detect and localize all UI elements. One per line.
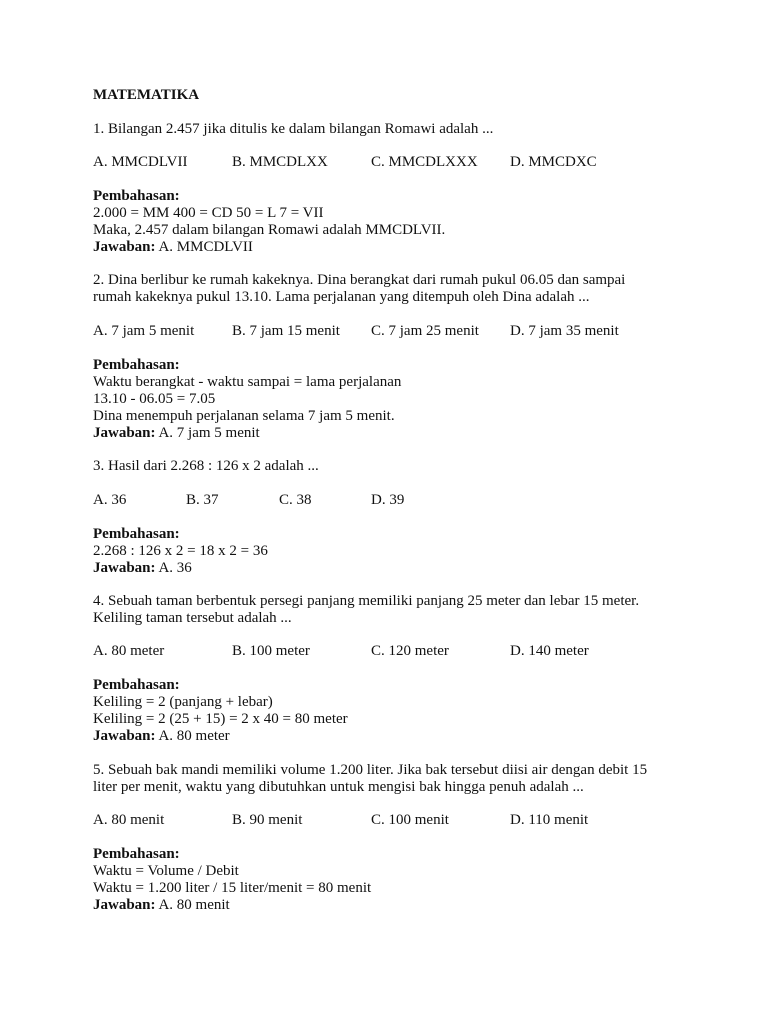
answer-value: A. 80 menit [158,897,230,913]
jawaban-label: Jawaban: [93,425,156,441]
explanation-line: Dina menempuh perjalanan selama 7 jam 5 menit. [93,408,395,424]
explanation-line: Waktu = 1.200 liter / 15 liter/menit = 80 menit [93,880,372,896]
question-2-explanation [93,357,693,442]
pembahasan-label: Pembahasan: [93,846,180,862]
explanation-line: Waktu = Volume / Debit [93,863,239,879]
option-d: D. MMCDXC [510,154,597,170]
jawaban-label: Jawaban: [93,239,156,255]
question-line: 1. Bilangan 2.457 jika ditulis ke dalam bilangan Romawi adalah ... [93,121,494,137]
question-5-text [93,762,693,796]
option-b: B. MMCDLXX [232,154,328,170]
question-5-options [93,812,693,829]
jawaban-label: Jawaban: [93,897,156,913]
pembahasan-label: Pembahasan: [93,357,180,373]
option-d: D. 140 meter [510,643,589,659]
question-1-options [93,154,693,171]
answer-line [93,728,693,745]
question-3-options [93,492,693,509]
option-b: B. 37 [186,492,219,508]
option-d: D. 7 jam 35 menit [510,323,619,339]
answer-line [93,239,693,256]
option-b: B. 100 meter [232,643,310,659]
question-1-text [93,121,693,138]
option-c: C. 120 meter [371,643,449,659]
option-c: C. 7 jam 25 menit [371,323,479,339]
question-line: Keliling taman tersebut adalah ... [93,610,292,626]
question-line: rumah kakeknya pukul 13.10. Lama perjalanan yang ditempuh oleh Dina adalah ... [93,289,590,305]
answer-value: A. 36 [158,560,192,576]
question-5-explanation [93,846,693,914]
pembahasan-label: Pembahasan: [93,188,180,204]
option-c: C. MMCDLXXX [371,154,478,170]
explanation-line: 2.268 : 126 x 2 = 18 x 2 = 36 [93,543,268,559]
question-line: 4. Sebuah taman berbentuk persegi panjang memiliki panjang 25 meter dan lebar 15 meter. [93,593,640,609]
question-line: 3. Hasil dari 2.268 : 126 x 2 adalah ... [93,458,319,474]
explanation-line: Maka, 2.457 dalam bilangan Romawi adalah MMCDLVII. [93,222,446,238]
jawaban-label: Jawaban: [93,728,156,744]
option-b: B. 90 menit [232,812,303,828]
question-3-explanation [93,526,693,577]
option-c: C. 38 [279,492,312,508]
question-line: liter per menit, waktu yang dibutuhkan untuk mengisi bak hingga penuh adalah ... [93,779,584,795]
answer-line [93,897,693,914]
answer-value: A. 7 jam 5 menit [158,425,260,441]
question-4-explanation [93,677,693,745]
answer-line [93,425,693,442]
answer-line [93,560,693,577]
option-a: A. 7 jam 5 menit [93,323,195,339]
question-4-options [93,643,693,660]
question-3-text [93,458,693,475]
option-a: A. 80 meter [93,643,165,659]
pembahasan-label: Pembahasan: [93,526,180,542]
question-2-options [93,323,693,340]
option-c: C. 100 menit [371,812,449,828]
question-4-text [93,593,693,627]
explanation-line: 2.000 = MM 400 = CD 50 = L 7 = VII [93,205,324,221]
option-a: A. MMCDLVII [93,154,188,170]
pembahasan-label: Pembahasan: [93,677,180,693]
option-d: D. 110 menit [510,812,589,828]
explanation-line: Waktu berangkat - waktu sampai = lama perjalanan [93,374,402,390]
page-title: MATEMATIKA [93,87,200,103]
answer-value: A. 80 meter [158,728,230,744]
explanation-line: Keliling = 2 (panjang + lebar) [93,694,273,710]
option-a: A. 80 menit [93,812,165,828]
question-2-text [93,272,693,306]
question-1-explanation [93,188,693,256]
answer-value: A. MMCDLVII [158,239,253,255]
explanation-line: 13.10 - 06.05 = 7.05 [93,391,216,407]
question-line: 5. Sebuah bak mandi memiliki volume 1.200 liter. Jika bak tersebut diisi air dengan debit 15 [93,762,648,778]
option-b: B. 7 jam 15 menit [232,323,340,339]
option-a: A. 36 [93,492,127,508]
jawaban-label: Jawaban: [93,560,156,576]
question-line: 2. Dina berlibur ke rumah kakeknya. Dina berangkat dari rumah pukul 06.05 dan sampai [93,272,626,288]
explanation-line: Keliling = 2 (25 + 15) = 2 x 40 = 80 meter [93,711,348,727]
option-d: D. 39 [371,492,405,508]
